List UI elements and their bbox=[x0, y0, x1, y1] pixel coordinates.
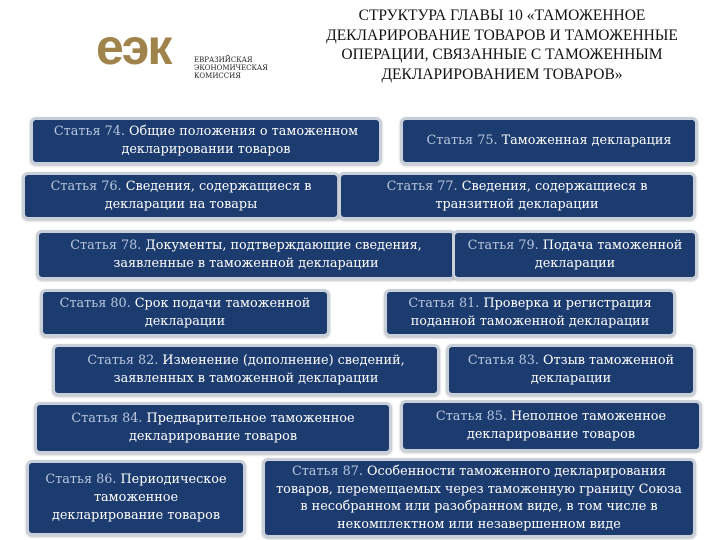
article-text: Подача таможенной декларации bbox=[534, 238, 683, 271]
article-number: Статья 86. bbox=[45, 472, 117, 487]
article-text: Таможенная декларация bbox=[497, 133, 672, 148]
page-title: СТРУКТУРА ГЛАВЫ 10 «ТАМОЖЕННОЕ ДЕКЛАРИРОВАНИЕ ТОВАРОВ И ТАМОЖЕННЫЕ ОПЕРАЦИИ, СВЯЗАННЫЕ С ТАМОЖЕННЫМ ДЕКЛАРИРОВАНИЕМ ТОВАРОВ» bbox=[326, 7, 678, 83]
article-box-77 bbox=[338, 172, 696, 220]
article-text: Периодическое таможенное декларирование товаров bbox=[51, 472, 227, 523]
article-text: Предварительное таможенное декларирование товаров bbox=[128, 411, 355, 444]
article-box-79 bbox=[452, 230, 698, 280]
article-box-74 bbox=[30, 117, 382, 165]
article-box-83 bbox=[446, 344, 696, 396]
article-box-81 bbox=[384, 289, 676, 337]
article-text: Неполное таможенное декларирование товаров bbox=[466, 409, 667, 442]
article-text: Отзыв таможенной декларации bbox=[530, 353, 675, 386]
article-text: Документы, подтверждающие сведения, заявленные в таможенной декларации bbox=[113, 238, 422, 271]
article-text: Изменение (дополнение) сведений, заявленных в таможенной декларации bbox=[113, 353, 405, 386]
article-number: Статья 84. bbox=[71, 411, 143, 426]
article-number: Статья 79. bbox=[467, 238, 539, 253]
article-number: Статья 83. bbox=[467, 353, 539, 368]
article-text: Сведения, содержащиеся в транзитной декларации bbox=[435, 179, 648, 212]
article-box-85 bbox=[400, 400, 702, 452]
article-text: Общие положения о таможенном декларировании товаров bbox=[121, 124, 359, 157]
article-text: Срок подачи таможенной декларации bbox=[130, 296, 311, 329]
logo-mark: еэк bbox=[96, 19, 171, 75]
article-box-76 bbox=[22, 172, 340, 220]
article-text: Особенности таможенного декларирования товаров, перемещаемых через таможенную границу Союза в несобранном или разобранном виде, в том числе в некомплектном или незавершенном виде bbox=[276, 464, 682, 532]
article-box-78 bbox=[36, 230, 456, 280]
logo-caption bbox=[194, 56, 290, 80]
article-text: Проверка и регистрация поданной таможенной декларации bbox=[410, 296, 652, 329]
article-box-84 bbox=[34, 402, 392, 454]
logo-caption-line: ЭКОНОМИЧЕСКАЯ bbox=[194, 64, 268, 72]
article-number: Статья 74. bbox=[53, 124, 125, 139]
article-number: Статья 82. bbox=[87, 353, 159, 368]
article-number: Статья 81. bbox=[408, 296, 480, 311]
article-text: Сведения, содержащиеся в декларации на товары bbox=[104, 179, 312, 212]
article-box-86 bbox=[26, 460, 246, 536]
article-box-87 bbox=[262, 458, 696, 538]
article-number: Статья 87. bbox=[291, 464, 363, 479]
article-number: Статья 78. bbox=[70, 238, 142, 253]
logo-caption-line: КОМИССИЯ bbox=[194, 72, 241, 80]
eec-logo bbox=[88, 18, 288, 98]
article-number: Статья 75. bbox=[426, 133, 498, 148]
article-box-82 bbox=[52, 344, 440, 396]
logo-caption-line: ЕВРАЗИЙСКАЯ bbox=[194, 56, 253, 64]
article-number: Статья 80. bbox=[59, 296, 131, 311]
article-box-75 bbox=[400, 117, 698, 165]
article-number: Статья 77. bbox=[386, 179, 458, 194]
article-box-80 bbox=[40, 289, 330, 337]
article-number: Статья 76. bbox=[50, 179, 122, 194]
article-number: Статья 85. bbox=[435, 409, 507, 424]
